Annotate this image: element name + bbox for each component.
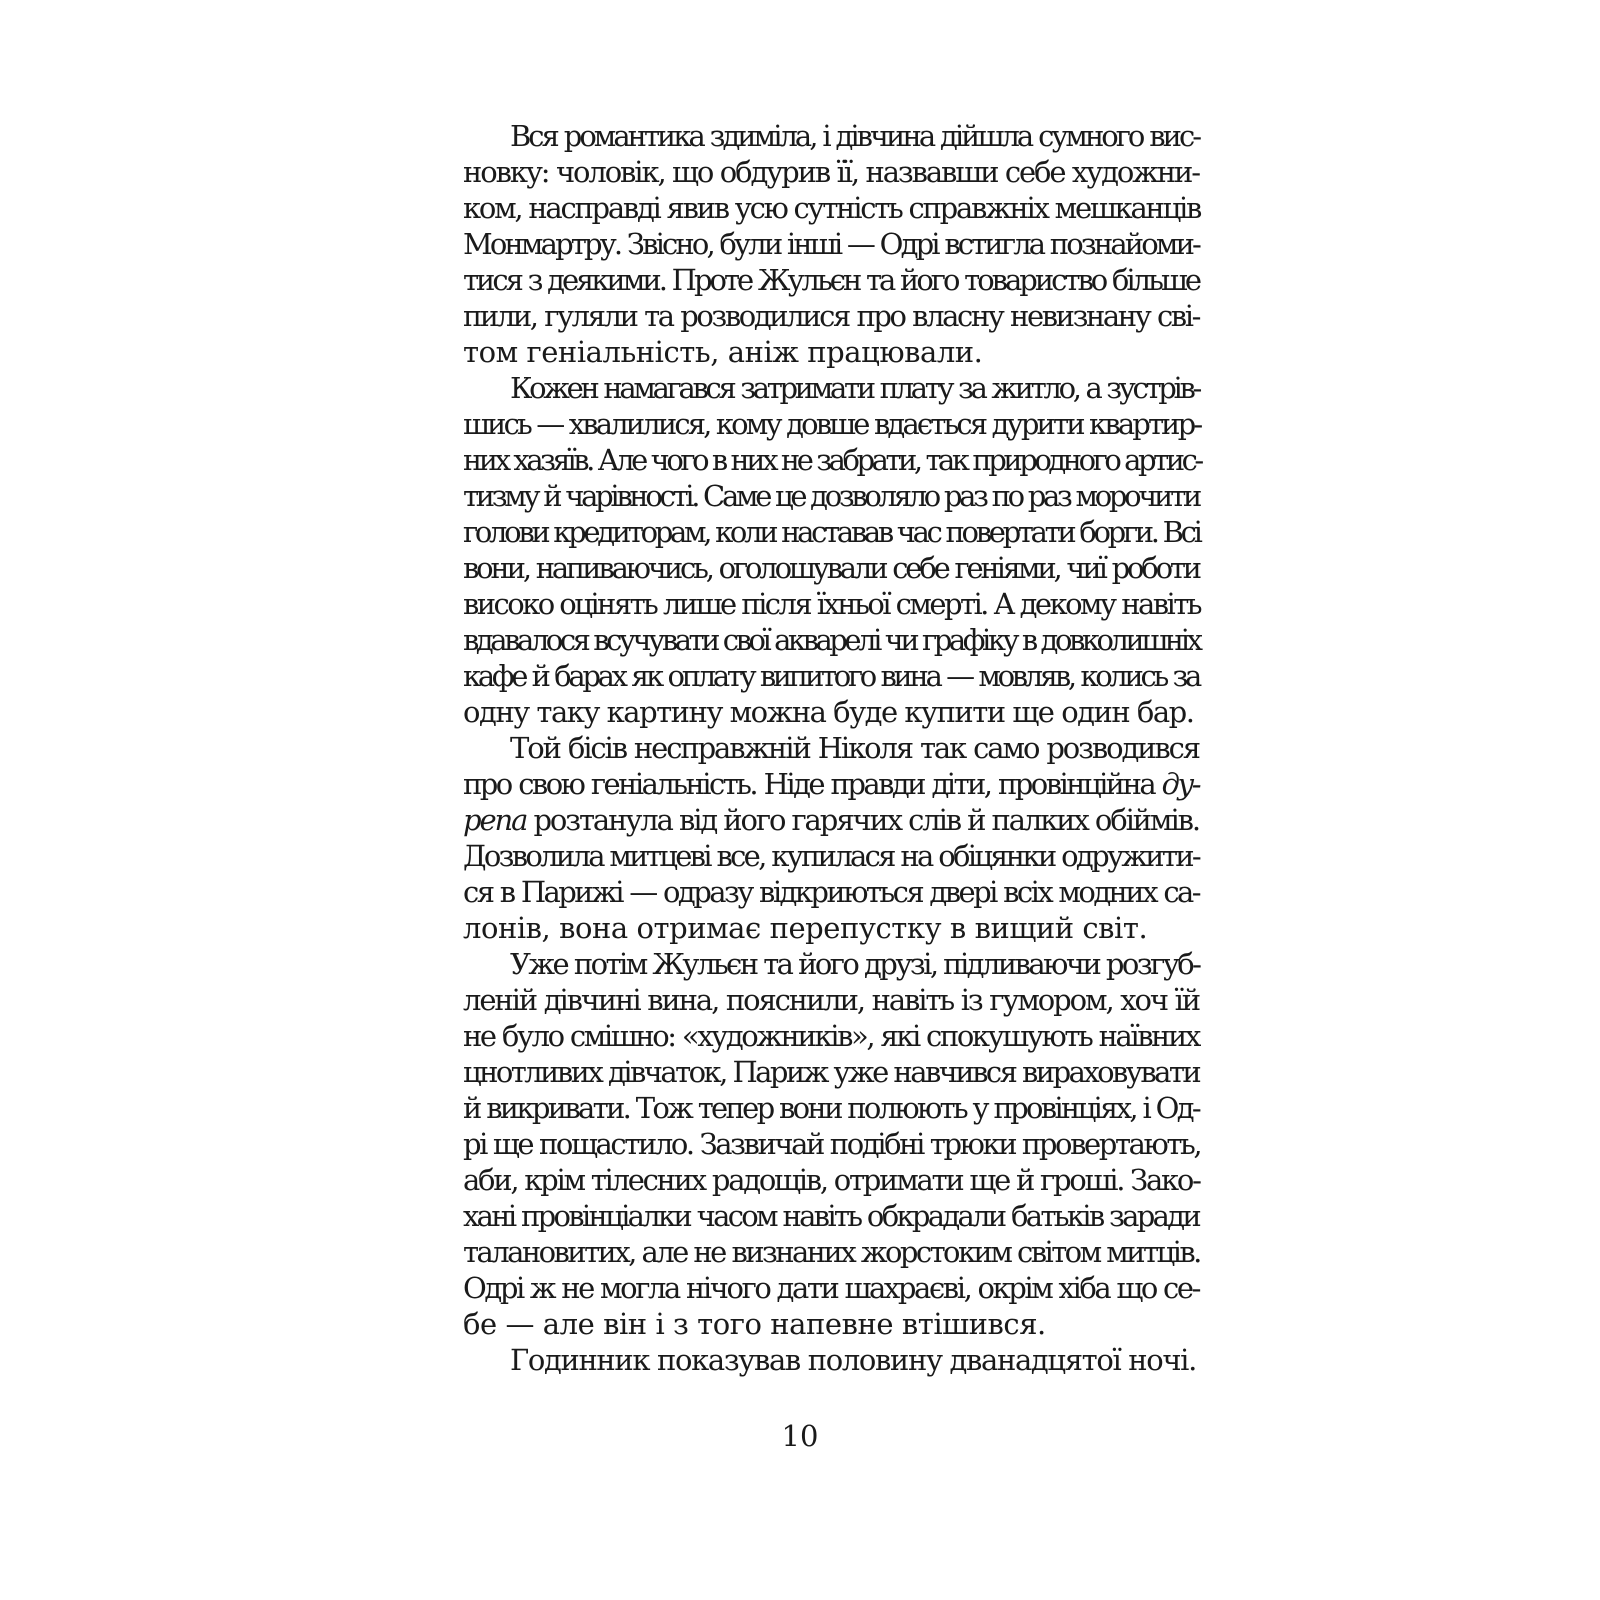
italic-word: репа	[463, 803, 527, 837]
text-line: хані провінціалки часом навіть обкрадали батьків заради	[463, 1199, 1199, 1233]
text-line: високо оцінять лише після їхньої смерті. А декому навіть	[463, 587, 1200, 621]
text-line: новку: чоловік, що обдурив її, назвавши себе художни-	[463, 155, 1199, 189]
text-line: вони, напиваючись, оголошували себе геніями, чиї роботи	[463, 551, 1199, 585]
text-line: рі ще пощастило. Зазвичай подібні трюки провертають,	[463, 1127, 1201, 1161]
text-line: й викривати. Тож тепер вони полюють у провінціях, і Од-	[463, 1091, 1199, 1125]
text-segment: про свою геніальність. Ніде правди діти, провінційна	[463, 767, 1162, 801]
text-line: лонів, вона отримає перепустку в вищий світ.	[463, 911, 1148, 945]
text-line	[463, 766, 1199, 802]
text-line: шись — хвалилися, кому довше вдається дурити квартир-	[463, 407, 1201, 441]
text-line: Дозволила митцеві все, купилася на обіцянки одружити-	[463, 839, 1199, 873]
text-line: Вся романтика здиміла, і дівчина дійшла сумного вис-	[510, 119, 1199, 153]
text-line: кафе й барах як оплату випитого вина — мовляв, колись за	[463, 659, 1199, 693]
text-segment: розтанула від його гарячих слів й палких обіймів.	[526, 803, 1199, 837]
text-line: ком, насправді явив усю сутність справжніх мешканців	[463, 191, 1201, 225]
text-line: леній дівчині вина, пояснили, навіть із гумором, хоч їй	[463, 983, 1199, 1017]
text-line: Монмартру. Звісно, були інші — Одрі встигла познайоми-	[463, 227, 1199, 261]
text-line	[463, 802, 1199, 838]
text-line: вдавалося всучувати свої акварелі чи графіку в довколишніх	[463, 623, 1200, 657]
text-line: них хазяїв. Але чого в них не забрати, так природного артис-	[463, 443, 1201, 477]
text-line: тися з деякими. Проте Жульєн та його товариство більше	[463, 263, 1199, 297]
text-line: тизму й чарівності. Саме це дозволяло раз по раз морочити	[463, 479, 1199, 513]
text-line: аби, крім тілесних радощів, отримати ще й гроші. Зако-	[463, 1163, 1200, 1197]
text-line: Уже потім Жульєн та його друзі, підливаючи розгуб-	[510, 947, 1200, 981]
text-line: талановитих, але не визнаних жорстоким світом митців.	[463, 1235, 1200, 1269]
text-line: том геніальність, аніж працювали.	[463, 335, 983, 369]
italic-word: ду-	[1161, 767, 1199, 801]
text-line: одну таку картину можна буде купити ще один бар.	[463, 695, 1194, 729]
text-line: Кожен намагався затримати плату за житло, а зустрів-	[510, 371, 1199, 405]
page-number: 10	[781, 1419, 819, 1453]
text-line: пили, гуляли та розводилися про власну невизнану сві-	[463, 299, 1199, 333]
text-line: Годинник показував половину дванадцятої ночі.	[510, 1343, 1196, 1377]
text-line: Той бісів несправжній Ніколя так само розводився	[510, 731, 1199, 765]
text-line: цнотливих дівчаток, Париж уже навчився вираховувати	[463, 1055, 1200, 1089]
text-line: не було смішно: «художників», які спокушують наївних	[463, 1019, 1199, 1053]
text-line: голови кредиторам, коли наставав час повертати борги. Всі	[463, 515, 1200, 549]
text-line: Одрі ж не могла нічого дати шахраєві, окрім хіба що се-	[463, 1271, 1199, 1305]
text-line: бе — але він і з того напевне втішився.	[463, 1307, 1046, 1341]
text-line: ся в Парижі — одразу відкриються двері всіх модних са-	[463, 875, 1199, 909]
